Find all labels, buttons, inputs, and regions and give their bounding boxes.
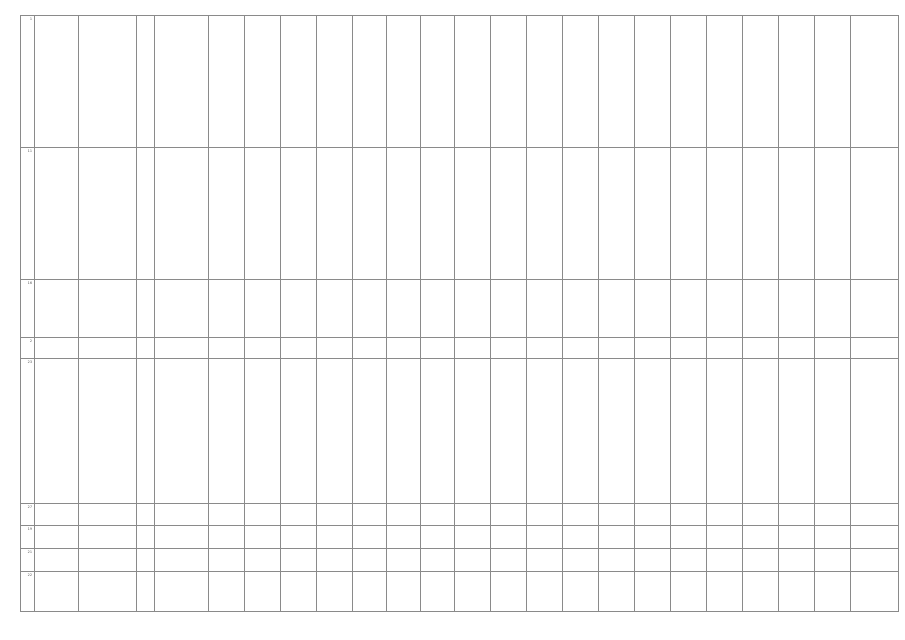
- table-cell: [707, 548, 743, 571]
- table-cell: [779, 338, 815, 359]
- table-cell: [599, 16, 635, 148]
- table-cell: [527, 503, 563, 526]
- table-cell: [317, 526, 353, 549]
- table-cell: [209, 358, 245, 503]
- table-cell: [35, 16, 79, 148]
- table-cell: [779, 526, 815, 549]
- table-cell: [387, 280, 421, 338]
- table-cell: [281, 503, 317, 526]
- table-cell: [851, 571, 899, 611]
- table-cell: [35, 548, 79, 571]
- table-cell: [421, 503, 455, 526]
- table-cell: [743, 548, 779, 571]
- table-cell: [707, 503, 743, 526]
- table-cell: [851, 548, 899, 571]
- table-cell: [455, 526, 491, 549]
- table-cell: [353, 358, 387, 503]
- table-cell: [635, 16, 671, 148]
- row-number: 22: [21, 571, 35, 611]
- table-cell: [353, 526, 387, 549]
- table-cell: [155, 503, 209, 526]
- table-cell: [137, 526, 155, 549]
- table-cell: [563, 571, 599, 611]
- table-cell: [707, 358, 743, 503]
- row-number: 23: [21, 358, 35, 503]
- table-cell: [851, 503, 899, 526]
- table-cell: [671, 148, 707, 280]
- table-cell: [635, 148, 671, 280]
- table-cell: [209, 16, 245, 148]
- table-cell: [35, 148, 79, 280]
- table-cell: [599, 148, 635, 280]
- table-cell: [851, 148, 899, 280]
- table-cell: [209, 280, 245, 338]
- table-cell: [387, 338, 421, 359]
- table-cell: [79, 358, 137, 503]
- table-cell: [209, 571, 245, 611]
- table-cell: [421, 280, 455, 338]
- table-cell: [779, 358, 815, 503]
- table-cell: [851, 280, 899, 338]
- table-cell: [815, 503, 851, 526]
- table-cell: [245, 548, 281, 571]
- table-cell: [707, 571, 743, 611]
- table-cell: [245, 148, 281, 280]
- table-cell: [599, 503, 635, 526]
- table-cell: [563, 148, 599, 280]
- table-cell: [137, 358, 155, 503]
- table-cell: [671, 358, 707, 503]
- table-cell: [79, 148, 137, 280]
- table-cell: [317, 280, 353, 338]
- table-cell: [743, 571, 779, 611]
- table-cell: [599, 548, 635, 571]
- table-cell: [281, 148, 317, 280]
- table-cell: [671, 526, 707, 549]
- table-cell: [527, 548, 563, 571]
- table-cell: [353, 148, 387, 280]
- table-cell: [563, 280, 599, 338]
- table-cell: [707, 280, 743, 338]
- table-cell: [599, 280, 635, 338]
- table-cell: [79, 338, 137, 359]
- table-cell: [245, 16, 281, 148]
- table-cell: [815, 148, 851, 280]
- table-row: [21, 571, 899, 611]
- table-cell: [671, 571, 707, 611]
- table-cell: [155, 526, 209, 549]
- table-cell: [635, 526, 671, 549]
- table-cell: [281, 526, 317, 549]
- table-cell: [209, 526, 245, 549]
- table-cell: [317, 548, 353, 571]
- table-cell: [35, 526, 79, 549]
- table-cell: [599, 571, 635, 611]
- table-cell: [491, 503, 527, 526]
- table-cell: [563, 503, 599, 526]
- table-row: [21, 16, 899, 148]
- table-cell: [455, 571, 491, 611]
- table-cell: [281, 358, 317, 503]
- table-cell: [155, 280, 209, 338]
- table-cell: [209, 338, 245, 359]
- table-cell: [353, 280, 387, 338]
- table-cell: [491, 280, 527, 338]
- table-cell: [599, 526, 635, 549]
- table-cell: [353, 548, 387, 571]
- table-cell: [635, 280, 671, 338]
- table-cell: [563, 338, 599, 359]
- table-cell: [79, 503, 137, 526]
- table-cell: [245, 358, 281, 503]
- table-cell: [387, 571, 421, 611]
- table-cell: [815, 280, 851, 338]
- table-cell: [245, 526, 281, 549]
- table-cell: [35, 503, 79, 526]
- table-cell: [421, 358, 455, 503]
- table-cell: [635, 358, 671, 503]
- table-cell: [387, 16, 421, 148]
- table-cell: [635, 571, 671, 611]
- table-cell: [851, 338, 899, 359]
- table-cell: [455, 280, 491, 338]
- table-cell: [779, 148, 815, 280]
- table-cell: [491, 571, 527, 611]
- table-row: [21, 503, 899, 526]
- table-cell: [527, 526, 563, 549]
- table-cell: [245, 571, 281, 611]
- table-cell: [317, 503, 353, 526]
- table-cell: [779, 548, 815, 571]
- table-cell: [815, 571, 851, 611]
- table-cell: [491, 338, 527, 359]
- table-row: [21, 280, 899, 338]
- table-cell: [635, 548, 671, 571]
- table-cell: [743, 503, 779, 526]
- table-cell: [79, 526, 137, 549]
- table-row: [21, 548, 899, 571]
- table-cell: [779, 503, 815, 526]
- table-cell: [245, 280, 281, 338]
- table-cell: [35, 358, 79, 503]
- table-cell: [743, 338, 779, 359]
- table-cell: [743, 16, 779, 148]
- table-cell: [387, 358, 421, 503]
- row-number: 21: [21, 548, 35, 571]
- table-cell: [455, 338, 491, 359]
- table-cell: [527, 16, 563, 148]
- table-cell: [317, 148, 353, 280]
- data-table: [20, 15, 899, 612]
- row-number: 27: [21, 503, 35, 526]
- table-cell: [281, 280, 317, 338]
- table-cell: [455, 358, 491, 503]
- table-cell: [421, 571, 455, 611]
- table-cell: [563, 16, 599, 148]
- table-cell: [563, 548, 599, 571]
- table-cell: [35, 571, 79, 611]
- table-cell: [671, 280, 707, 338]
- table-cell: [353, 338, 387, 359]
- table-row: [21, 358, 899, 503]
- table-cell: [743, 358, 779, 503]
- table-cell: [527, 280, 563, 338]
- table-cell: [779, 16, 815, 148]
- table-cell: [671, 338, 707, 359]
- table-cell: [209, 548, 245, 571]
- table-cell: [707, 148, 743, 280]
- table-cell: [635, 338, 671, 359]
- table-cell: [815, 16, 851, 148]
- table-cell: [491, 358, 527, 503]
- table-cell: [563, 358, 599, 503]
- table-cell: [527, 358, 563, 503]
- table-cell: [79, 548, 137, 571]
- table-cell: [155, 16, 209, 148]
- table-cell: [743, 280, 779, 338]
- table-cell: [155, 571, 209, 611]
- table-cell: [209, 148, 245, 280]
- table-cell: [421, 548, 455, 571]
- row-number: 19: [21, 526, 35, 549]
- table-row: [21, 526, 899, 549]
- table-cell: [491, 16, 527, 148]
- table-cell: [527, 338, 563, 359]
- table-cell: [455, 503, 491, 526]
- table-cell: [707, 526, 743, 549]
- table-cell: [137, 338, 155, 359]
- table-cell: [527, 148, 563, 280]
- table-cell: [137, 148, 155, 280]
- table-cell: [671, 16, 707, 148]
- table-cell: [455, 148, 491, 280]
- table-cell: [387, 526, 421, 549]
- table-cell: [491, 548, 527, 571]
- table-cell: [599, 338, 635, 359]
- table-cell: [635, 503, 671, 526]
- table-cell: [209, 503, 245, 526]
- table-cell: [281, 338, 317, 359]
- table-cell: [79, 16, 137, 148]
- table-cell: [421, 526, 455, 549]
- table-cell: [421, 148, 455, 280]
- table-cell: [137, 280, 155, 338]
- row-number: 2: [21, 338, 35, 359]
- table-cell: [851, 358, 899, 503]
- table-cell: [455, 548, 491, 571]
- table-cell: [421, 338, 455, 359]
- table-cell: [815, 526, 851, 549]
- table-cell: [353, 16, 387, 148]
- table-cell: [599, 358, 635, 503]
- table-cell: [155, 148, 209, 280]
- table-cell: [815, 338, 851, 359]
- table-cell: [155, 548, 209, 571]
- table-cell: [137, 503, 155, 526]
- table-cell: [815, 358, 851, 503]
- row-number: 11: [21, 148, 35, 280]
- row-number: 16: [21, 280, 35, 338]
- table-row: [21, 338, 899, 359]
- table-cell: [707, 16, 743, 148]
- table-cell: [455, 16, 491, 148]
- table-cell: [563, 526, 599, 549]
- table-cell: [779, 571, 815, 611]
- table-cell: [137, 571, 155, 611]
- table-cell: [815, 548, 851, 571]
- table-cell: [137, 548, 155, 571]
- table-cell: [79, 280, 137, 338]
- table-cell: [779, 280, 815, 338]
- table-cell: [387, 148, 421, 280]
- table-cell: [707, 338, 743, 359]
- spreadsheet-page: [20, 15, 896, 612]
- table-cell: [387, 503, 421, 526]
- table-cell: [35, 280, 79, 338]
- table-cell: [155, 358, 209, 503]
- table-cell: [743, 148, 779, 280]
- table-cell: [155, 338, 209, 359]
- table-cell: [491, 148, 527, 280]
- table-cell: [353, 571, 387, 611]
- table-cell: [317, 358, 353, 503]
- table-cell: [421, 16, 455, 148]
- table-cell: [281, 548, 317, 571]
- table-cell: [527, 571, 563, 611]
- table-cell: [137, 16, 155, 148]
- table-cell: [317, 338, 353, 359]
- table-cell: [281, 571, 317, 611]
- table-cell: [491, 526, 527, 549]
- table-cell: [671, 548, 707, 571]
- table-cell: [79, 571, 137, 611]
- table-cell: [387, 548, 421, 571]
- table-cell: [245, 503, 281, 526]
- table-cell: [245, 338, 281, 359]
- table-cell: [353, 503, 387, 526]
- table-cell: [317, 16, 353, 148]
- table-cell: [35, 338, 79, 359]
- table-cell: [851, 526, 899, 549]
- table-cell: [671, 503, 707, 526]
- table-cell: [851, 16, 899, 148]
- table-cell: [743, 526, 779, 549]
- table-row: [21, 148, 899, 280]
- row-number: 1: [21, 16, 35, 148]
- table-cell: [317, 571, 353, 611]
- table-cell: [281, 16, 317, 148]
